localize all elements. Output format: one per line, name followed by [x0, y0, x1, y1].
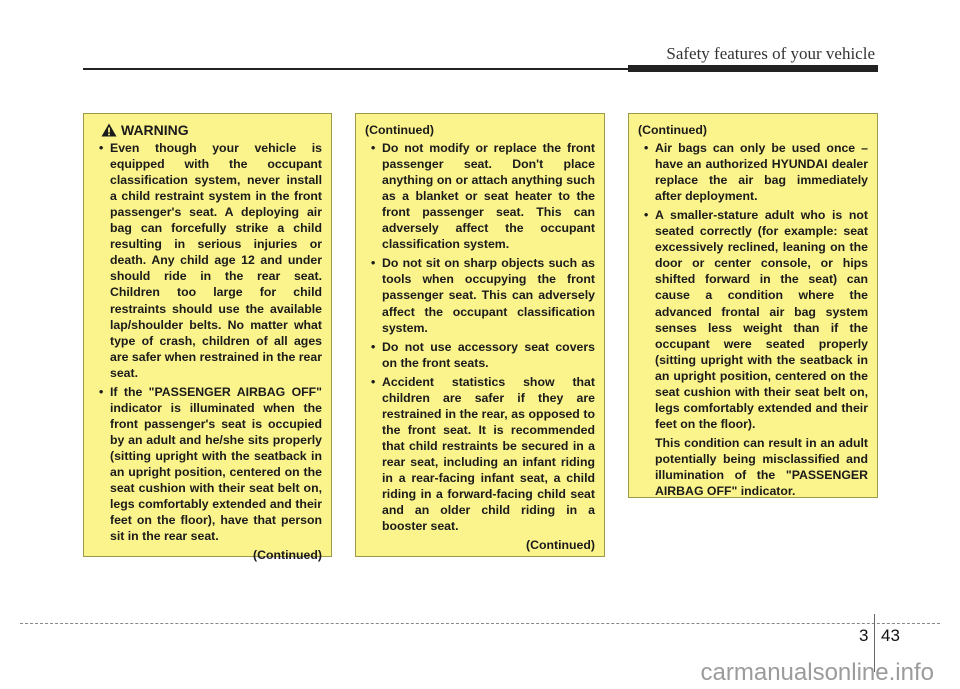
list-item: • Accident statistics show that children are safer if they are restrained in the rear, as opposed to the front seat. It is recommended that child restraints be secured in a rear seat, including an infant riding in a rear-facing infant seat, a child riding in a forward-facing child seat and an older child riding in a booster seat. [365, 374, 595, 534]
list-item: • Air bags can only be used once – have an authorized HYUNDAI dealer replace the air bag immediately after deployment. [638, 140, 868, 204]
list-item: • A smaller-stature adult who is not seated correctly (for example: seat excessively reclined, leaning on the door or center console, or hips shifted forward in the seat) can cause a condition where the advanced frontal air bag system senses less weight than if the occupant were seated properly (sitting upright with the seatback in an upright position, centered on the seat cushion with their seat belt on, legs comfortably extended and their feet on the floor). [638, 207, 868, 432]
watermark: carmanualsonline.info [700, 659, 934, 686]
page-header-title: Safety features of your vehicle [666, 44, 875, 63]
list-item: • Do not use accessory seat covers on the front seats. [365, 339, 595, 371]
continued-footer: (Continued) [526, 538, 595, 553]
chapter-number: 3 [859, 626, 869, 645]
page-number: 43 [881, 626, 900, 645]
continued-header: (Continued) [365, 123, 434, 137]
warning-heading [93, 122, 322, 138]
warning-triangle-icon [101, 123, 117, 137]
warning-list [638, 140, 868, 432]
warning-box [83, 113, 332, 563]
continued-footer: (Continued) [253, 548, 322, 563]
list-item: • Do not modify or replace the front passenger seat. Don't place anything on or attach anything such as a blanket or seat heater to the front passenger seat. This can adversely affect the occupant classification system. [365, 140, 595, 252]
header-bar [628, 65, 878, 72]
list-item: • Do not sit on sharp objects such as tools when occupying the front passenger seat. This can adversely affect the occupant classification system. [365, 255, 595, 335]
footer-rule [20, 623, 940, 624]
list-item: • Even though your vehicle is equipped with the occupant classification system, never install a child restraint system in the front passenger's seat. A deploying air bag can forcefully strike a child resulting in serious injuries or death. Any child age 12 and under should ride in the rear seat. Children too large for child restraints should use the available lap/shoulder belts. No matter what type of crash, children of all ages are safer when restrained in the rear seat. [93, 140, 322, 381]
warning-box-continued-1 [355, 113, 605, 557]
list-item: • If the "PASSENGER AIRBAG OFF" indicator is illuminated when the front passenger's seat is occupied by an adult and he/she sits properly (sitting upright with the seatback in an upright position, centered on the seat cushion with their seat belt on, legs comfortably extended and their feet on the floor), have that person sit in the rear seat. [93, 384, 322, 544]
warning-list [365, 140, 595, 534]
warning-label: WARNING [121, 122, 189, 138]
condition-paragraph: This condition can result in an adult potentially being misclassified and illumination of the "PASSENGER AIRBAG OFF" indicator. [655, 435, 868, 499]
warning-list [93, 140, 322, 544]
warning-box-continued-2 [628, 113, 878, 498]
continued-header: (Continued) [638, 123, 707, 137]
